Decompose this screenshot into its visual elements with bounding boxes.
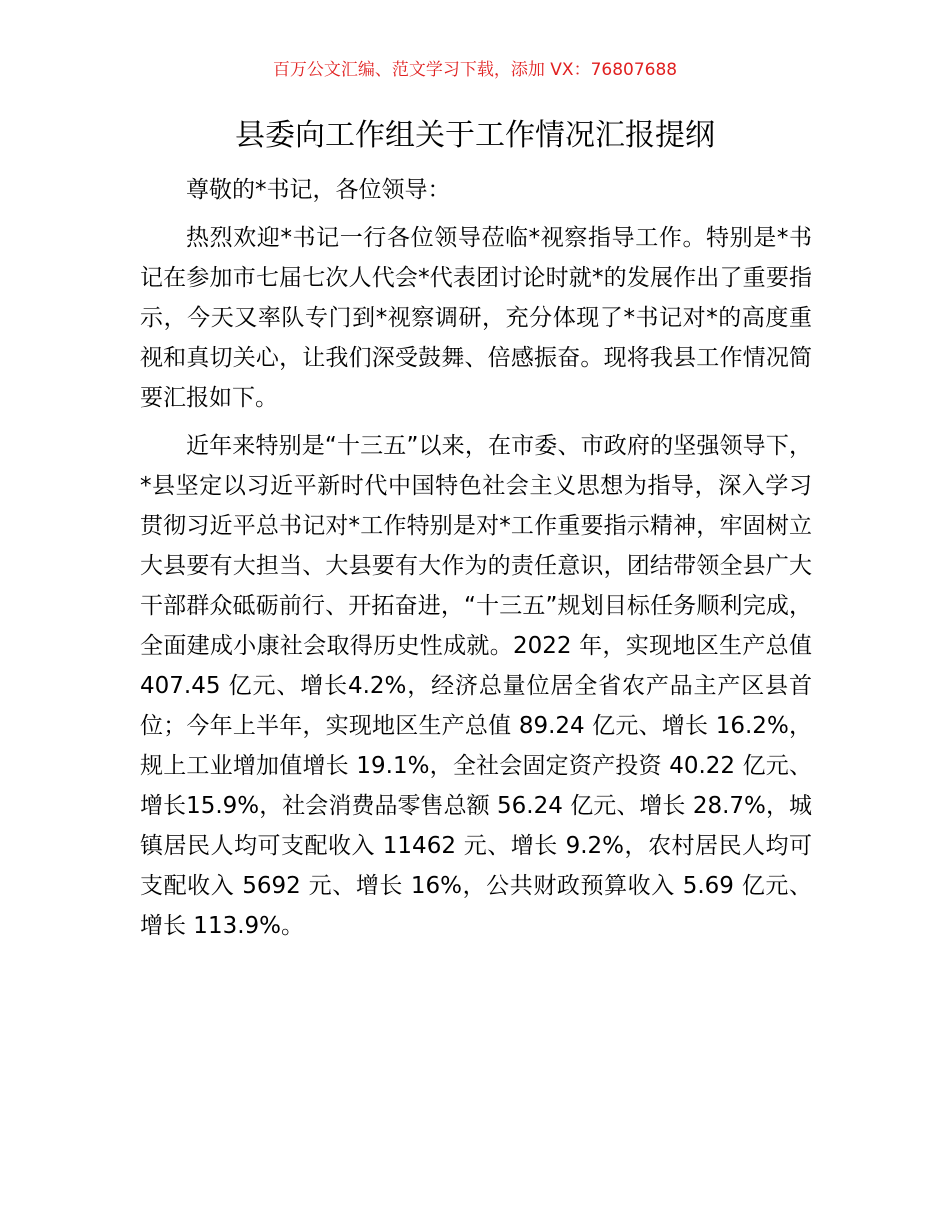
paragraph-welcome: 热烈欢迎*书记一行各位领导莅临*视察指导工作。特别是*书记在参加市七届七次人代会*代表团讨论时就*的发展作出了重要指示，今天又率队专门到*视察调研，充分体现了*书记对*的高度重视和真切关心，让我们深受鼓舞、倍感振奋。现将我县工作情况简要汇报如下。 — [140, 225, 812, 411]
salutation: 尊敬的*书记，各位领导： — [186, 177, 451, 203]
header-contact-note: 百万公文汇编、范文学习下载，添加 VX：76807688 — [272, 60, 678, 80]
paragraph-economic-summary: 近年来特别是“十三五”以来，在市委、市政府的坚强领导下，*县坚定以习近平新时代中国特色社会主义思想为指导，深入学习贯彻习近平总书记对*工作特别是对*工作重要指示精神，牢固树立大县要有大担当、大县要有大作为的责任意识，团结带领全县广大干部群众砥砺前行、开拓奋进，“十三五”规划目标任务顺利完成，全面建成小康社会取得历史性成就。2022 年，实现地区生产总值 407.45 亿元、增长4.2%，经济总量位居全省农产品主产区县首位；今年上半年，实现地区生产总值 89.24 亿元、增长 16.2%，规上工业增加值增长 19.1%，全社会固定资产投资 40.22 亿元、增长15.9%，社会消费品零售总额 56.24 亿元、增长 28.7%，城镇居民人均可支配收入 11462 元、增长 9.2%，农村居民人均可支配收入 5692 元、增长 16%，公共财政预算收入 5.69 亿元、增长 113.9%。 — [140, 433, 812, 939]
document-title: 县委向工作组关于工作情况汇报提纲 — [235, 118, 715, 153]
document-body — [140, 170, 812, 954]
